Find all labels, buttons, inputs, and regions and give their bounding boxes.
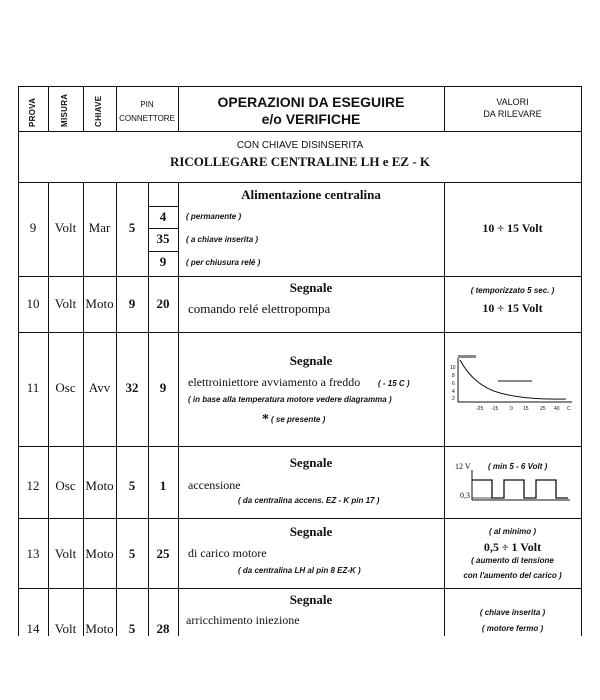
- wave-bottom-label: 0,3: [460, 491, 470, 500]
- row-pin: 32: [125, 380, 139, 395]
- row-misura: Osc: [55, 478, 76, 493]
- x-unit-label: C: [567, 406, 571, 412]
- rule: [178, 182, 179, 636]
- header-valori: VALORI: [496, 97, 529, 107]
- row-desc: arricchimento iniezione: [186, 613, 300, 627]
- temperature-diagram: [448, 350, 578, 420]
- y-tick-label: 4: [452, 389, 455, 395]
- rule: [148, 251, 178, 252]
- rule: [18, 86, 582, 87]
- row-prova: 13: [26, 546, 40, 561]
- row-title: Segnale: [289, 353, 333, 368]
- row-pin2: 1: [159, 478, 167, 493]
- rule: [18, 182, 582, 183]
- row-pin: 5: [128, 546, 136, 561]
- header-prova: PROVA: [28, 97, 37, 127]
- row-pin2: 28: [156, 621, 170, 636]
- x-tick-labels: [476, 406, 571, 412]
- rule: [18, 518, 582, 519]
- header-misura: MISURA: [60, 93, 69, 127]
- row-chiave: Avv: [88, 380, 111, 395]
- y-tick-label: 6: [452, 381, 455, 387]
- row-prova: 14: [26, 621, 40, 636]
- banner-line2: RICOLLEGARE CENTRALINE LH e EZ - K: [169, 154, 431, 169]
- x-tick-label: 15: [523, 406, 529, 412]
- row-pin: 9: [128, 296, 136, 311]
- rule: [18, 276, 582, 277]
- rule: [83, 182, 84, 636]
- header-verifiche: e/o VERIFICHE: [261, 111, 361, 127]
- wave-note: ( min 5 - 6 Volt ): [488, 462, 548, 471]
- x-tick-label: 25: [540, 406, 546, 412]
- header-rilevare: DA RILEVARE: [483, 109, 542, 119]
- row-chiave: Moto: [85, 478, 114, 493]
- row-value: 0,5 ÷ 1 Volt: [483, 540, 542, 554]
- row-pin2: 25: [156, 546, 170, 561]
- row-pin: 5: [128, 478, 136, 493]
- y-tick-label: 2: [452, 396, 455, 402]
- subrow-text: ( per chiusura relé ): [186, 258, 261, 267]
- banner-line1: CON CHIAVE DISINSERITA: [236, 140, 364, 151]
- subrow-pin: 4: [159, 209, 167, 224]
- y-tick-label: 8: [452, 373, 455, 379]
- row-chiave: Moto: [85, 546, 114, 561]
- row-pin2: 9: [159, 380, 167, 395]
- row-prova: 12: [26, 478, 40, 493]
- asterisk-mark: *: [262, 412, 269, 427]
- value-note: con l'aumento del carico ): [463, 571, 562, 580]
- subrow-pin: 35: [156, 231, 170, 246]
- y-tick-labels: [450, 365, 456, 402]
- rule: [83, 86, 84, 131]
- x-tick-label: -15: [491, 406, 499, 412]
- row-misura: Volt: [54, 296, 77, 311]
- subrow-pin: 9: [159, 254, 167, 269]
- rule: [444, 182, 445, 636]
- rule: [48, 182, 49, 636]
- value-note: ( temporizzato 5 sec. ): [470, 286, 555, 295]
- row-pin: 5: [128, 220, 136, 235]
- row-misura: Volt: [54, 546, 77, 561]
- row-value: 10 ÷ 15 Volt: [482, 301, 543, 315]
- row-pin: 5: [128, 621, 136, 636]
- row-title: Segnale: [289, 592, 333, 607]
- row-pin2: 20: [156, 296, 170, 311]
- page-cutoff: [0, 636, 600, 700]
- row-title: Segnale: [289, 524, 333, 539]
- header-chiave: CHIAVE: [94, 95, 103, 127]
- value-note: ( chiave inserita ): [479, 608, 546, 617]
- row-title: Segnale: [289, 455, 333, 470]
- row-title: Alimentazione centralina: [241, 187, 381, 202]
- row-misura: Volt: [54, 220, 77, 235]
- row-note: ( in base alla temperatura motore vedere diagramma ): [188, 395, 392, 404]
- x-tick-label: 40: [554, 406, 560, 412]
- row-desc: elettroiniettore avviamento a freddo: [188, 375, 361, 389]
- row-desc-note: ( - 15 C ): [378, 379, 410, 388]
- row-chiave: Moto: [85, 296, 114, 311]
- rule: [148, 228, 178, 229]
- row-chiave: Moto: [85, 621, 114, 636]
- value-note: ( motore fermo ): [481, 624, 544, 633]
- row-desc: di carico motore: [188, 546, 267, 560]
- header-pin: PIN: [140, 100, 154, 109]
- rule: [148, 182, 149, 636]
- x-tick-label: 0: [510, 406, 513, 412]
- rule: [18, 588, 582, 589]
- rule: [148, 206, 178, 207]
- x-tick-label: -25: [476, 406, 484, 412]
- row-note: ( da centralina LH al pin 8 EZ-K ): [238, 566, 361, 575]
- wave-top-label: 12 V: [455, 462, 471, 471]
- row-note: ( da centralina accens. EZ - K pin 17 ): [238, 496, 380, 505]
- value-note: ( al minimo ): [488, 527, 537, 536]
- row-misura: Volt: [54, 621, 77, 636]
- rule: [18, 131, 582, 132]
- ignition-waveform: [470, 468, 576, 504]
- row-prova: 9: [29, 220, 37, 235]
- row-prova: 10: [26, 296, 40, 311]
- rule: [116, 182, 117, 636]
- rule: [48, 86, 49, 131]
- value-note: ( aumento di tensione: [471, 556, 554, 565]
- subrow-text: ( a chiave inserita ): [186, 235, 259, 244]
- header-operazioni: OPERAZIONI DA ESEGUIRE: [217, 94, 405, 110]
- header-connettore: CONNETTORE: [119, 114, 175, 123]
- row-value: 10 ÷ 15 Volt: [482, 221, 543, 235]
- row-chiave: Mar: [88, 220, 111, 235]
- row-desc: comando relé elettropompa: [188, 301, 331, 316]
- row-prova: 11: [26, 380, 40, 395]
- y-tick-label: 10: [450, 365, 456, 371]
- rule: [18, 332, 582, 333]
- row-note: ( se presente ): [271, 415, 326, 424]
- row-misura: Osc: [55, 380, 76, 395]
- row-desc: accensione: [188, 478, 241, 492]
- subrow-text: ( permanente ): [186, 212, 242, 221]
- row-title: Segnale: [289, 280, 333, 295]
- rule: [18, 446, 582, 447]
